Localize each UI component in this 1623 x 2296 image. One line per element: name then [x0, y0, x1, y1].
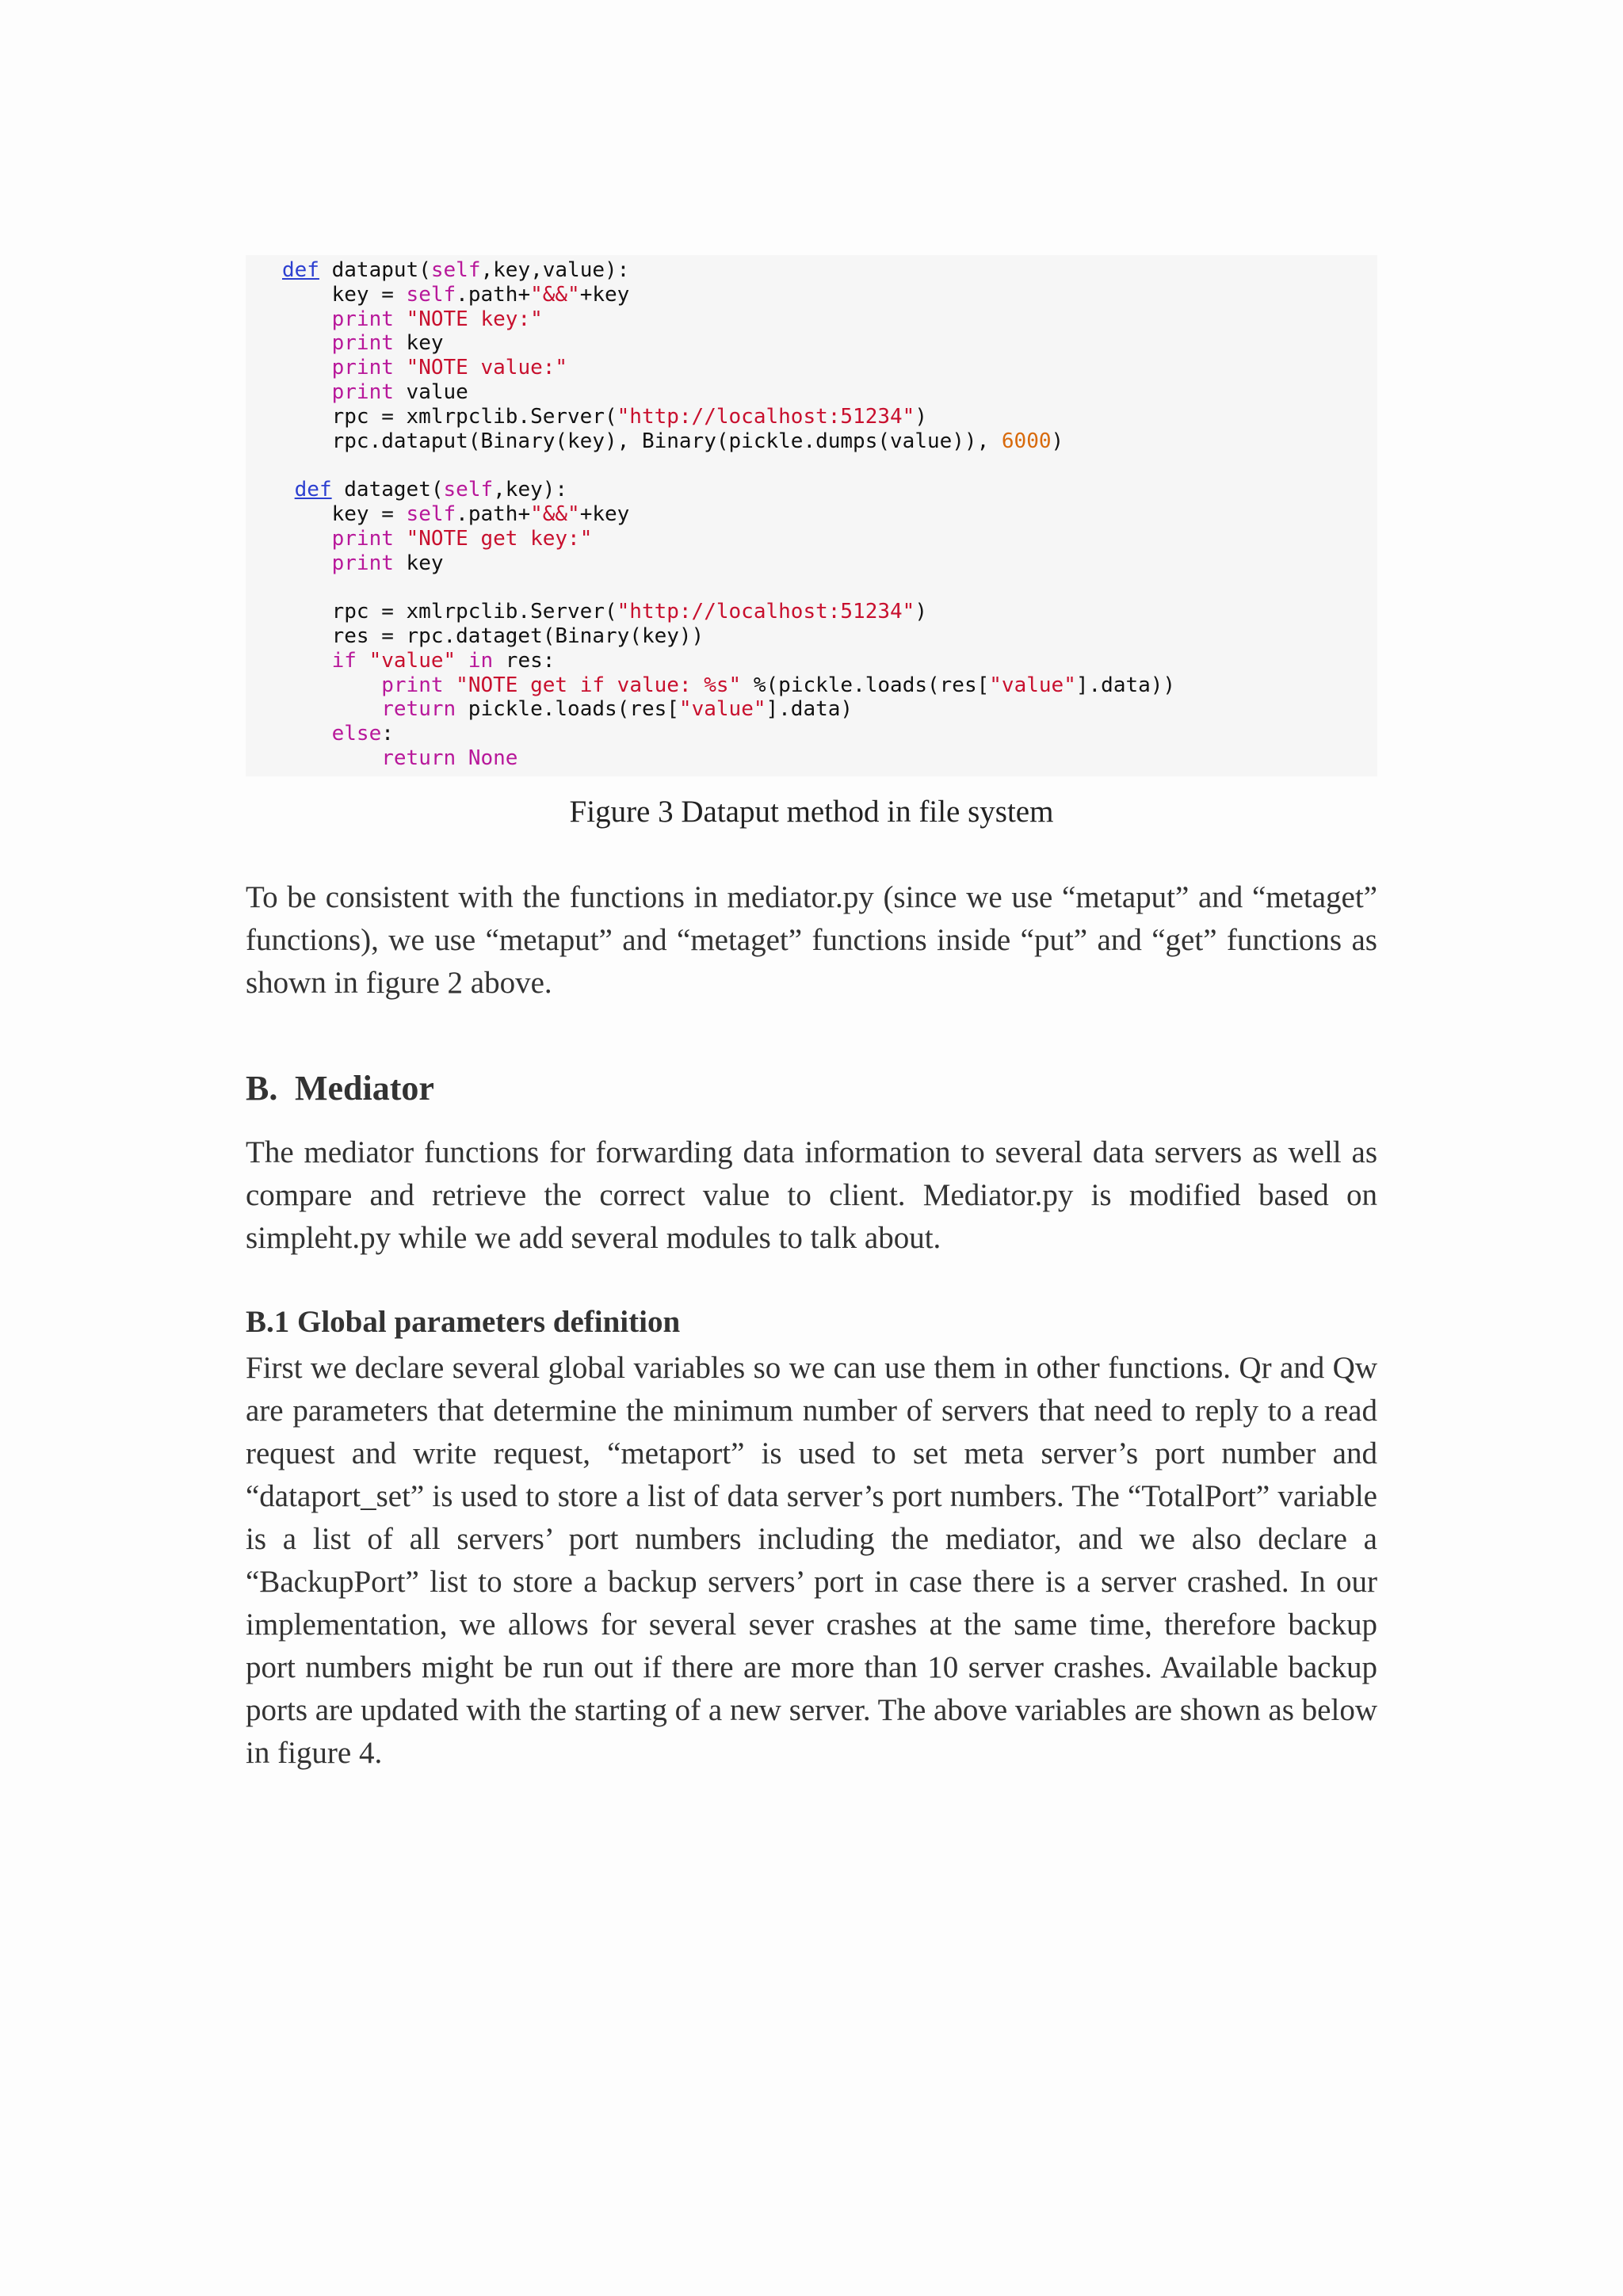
- code-line: [282, 453, 1175, 478]
- code-figure: [246, 255, 1377, 776]
- code-token: ): [1051, 429, 1064, 453]
- code-line: [282, 307, 1175, 332]
- code-token: "http://localhost:51234": [617, 404, 915, 429]
- code-token: 6000: [1001, 429, 1052, 453]
- code-line: [282, 478, 1175, 502]
- code-token: return: [381, 746, 456, 770]
- section-heading: [246, 1068, 434, 1108]
- code-token: dataget(: [331, 478, 444, 502]
- paragraph-global-params: First we declare several global variables so we can use them in other functions. Qr and Qw are parameters that determine the minimum number of servers that need to reply to a read request and write request, “metaport” is used to set meta server’s port number and “dataport_set” is used to store a list of data server’s port numbers. The “TotalPort” variable is a list of all servers’ port numbers including the mediator, and we also declare a “BackupPort” list to store a backup servers’ port in case there is a server crashed. In our implementation, we allows for several sever crashes at the same time, therefore backup port numbers might be run out if there are more than 10 server crashes. Available backup ports are updated with the starting of a new server. The above variables are shown as below in figure 4.: [246, 1351, 1377, 1770]
- code-line: [282, 673, 1175, 698]
- code-line: [282, 649, 1175, 673]
- paragraph-consistency: To be consistent with the functions in mediator.py (since we use “metaput” and “metaget” functions), we use “metaput” and “metaget” functions inside “put” and “get” functions as shown in figure 2 above.: [246, 880, 1377, 1000]
- code-token: [282, 722, 332, 746]
- code-token: value: [393, 379, 468, 404]
- code-line: [282, 575, 1175, 600]
- code-token: def: [282, 258, 319, 282]
- code-token: :: [381, 722, 394, 746]
- code-line: [282, 283, 1175, 307]
- code-token: %(pickle.loads(res[: [741, 673, 990, 697]
- code-token: rpc = xmlrpclib.Server(: [282, 404, 617, 429]
- code-line: [282, 405, 1175, 429]
- code-token: print: [331, 526, 394, 551]
- code-token: key =: [282, 502, 407, 526]
- code-line: [282, 356, 1175, 380]
- code-token: self: [406, 502, 456, 526]
- code-token: ,key):: [493, 478, 568, 502]
- code-token: self: [443, 478, 494, 502]
- code-token: [456, 746, 468, 770]
- code-token: [394, 307, 407, 331]
- code-token: key: [393, 551, 444, 575]
- code-token: pickle.loads(res[: [456, 697, 679, 722]
- code-token: [394, 356, 407, 379]
- code-token: .path+: [456, 282, 531, 307]
- code-token: res:: [493, 648, 556, 673]
- code-token: print: [331, 307, 394, 331]
- code-token: else: [331, 722, 382, 746]
- code-token: return: [381, 697, 456, 722]
- section-title: Mediator: [295, 1069, 434, 1108]
- code-token: "value": [989, 673, 1076, 697]
- code-token: [357, 649, 369, 673]
- code-token: "&&": [530, 502, 580, 526]
- code-line: [282, 502, 1175, 527]
- paragraph-mediator: The mediator functions for forwarding data information to several data servers as well as compare and retrieve the correct value to client. Mediator.py is modified based on simpleht.py while we add several modules to talk about.: [246, 1135, 1377, 1255]
- code-line: [282, 380, 1175, 405]
- code-token: key: [393, 331, 444, 356]
- code-line: [282, 331, 1175, 356]
- code-token: [282, 527, 332, 551]
- code-token: rpc = xmlrpclib.Server(: [282, 600, 617, 624]
- code-token: [394, 527, 407, 551]
- code-token: None: [468, 746, 518, 770]
- code-token: "NOTE value:": [406, 356, 568, 380]
- code-token: "value": [678, 697, 766, 722]
- code-token: ): [915, 404, 927, 429]
- code-token: ].data): [766, 697, 854, 722]
- code-token: [282, 307, 332, 331]
- code-token: [282, 697, 381, 721]
- code-block: [282, 258, 1175, 771]
- code-token: +key: [579, 282, 630, 307]
- code-token: print: [331, 551, 394, 575]
- code-line: [282, 551, 1175, 576]
- code-token: key =: [282, 282, 407, 307]
- code-token: ): [915, 600, 927, 624]
- code-token: "&&": [530, 282, 580, 307]
- code-token: res = rpc.dataget(Binary(key)): [282, 624, 705, 648]
- code-line: [282, 527, 1175, 551]
- code-line: [282, 722, 1175, 746]
- code-token: ,key,value):: [480, 258, 630, 282]
- section-number: B.: [246, 1069, 278, 1108]
- code-token: self: [430, 258, 481, 282]
- code-token: [282, 380, 332, 404]
- code-line: [282, 258, 1175, 283]
- code-token: print: [331, 356, 394, 380]
- figure-caption: Figure 3 Dataput method in file system: [569, 795, 1054, 829]
- subsection-heading: B.1 Global parameters definition: [246, 1305, 681, 1339]
- code-token: [456, 649, 468, 673]
- code-token: def: [294, 478, 332, 502]
- code-token: "value": [369, 648, 456, 673]
- code-token: self: [406, 282, 456, 307]
- code-line: [282, 429, 1175, 454]
- code-token: "NOTE get if value: %s": [456, 673, 742, 697]
- code-token: [444, 673, 456, 697]
- code-token: [282, 673, 381, 697]
- code-token: rpc.dataput(Binary(key), Binary(pickle.dumps(value)),: [282, 429, 1002, 453]
- code-token: "NOTE key:": [406, 307, 543, 331]
- code-token: in: [468, 648, 494, 673]
- code-token: [282, 356, 332, 379]
- code-token: [282, 478, 295, 502]
- code-token: print: [331, 331, 394, 356]
- code-line: [282, 746, 1175, 771]
- code-line: [282, 697, 1175, 722]
- code-token: print: [331, 379, 394, 404]
- code-token: "http://localhost:51234": [617, 600, 915, 624]
- code-token: dataput(: [319, 258, 431, 282]
- code-token: if: [331, 648, 357, 673]
- code-token: [282, 331, 332, 355]
- code-line: [282, 600, 1175, 624]
- code-token: "NOTE get key:": [406, 526, 593, 551]
- code-token: +key: [579, 502, 630, 526]
- code-token: .path+: [456, 502, 531, 526]
- code-token: ].data)): [1075, 673, 1176, 697]
- code-line: [282, 624, 1175, 649]
- code-token: [282, 746, 381, 770]
- code-token: print: [381, 673, 444, 697]
- code-token: [282, 551, 332, 575]
- code-token: [282, 649, 332, 673]
